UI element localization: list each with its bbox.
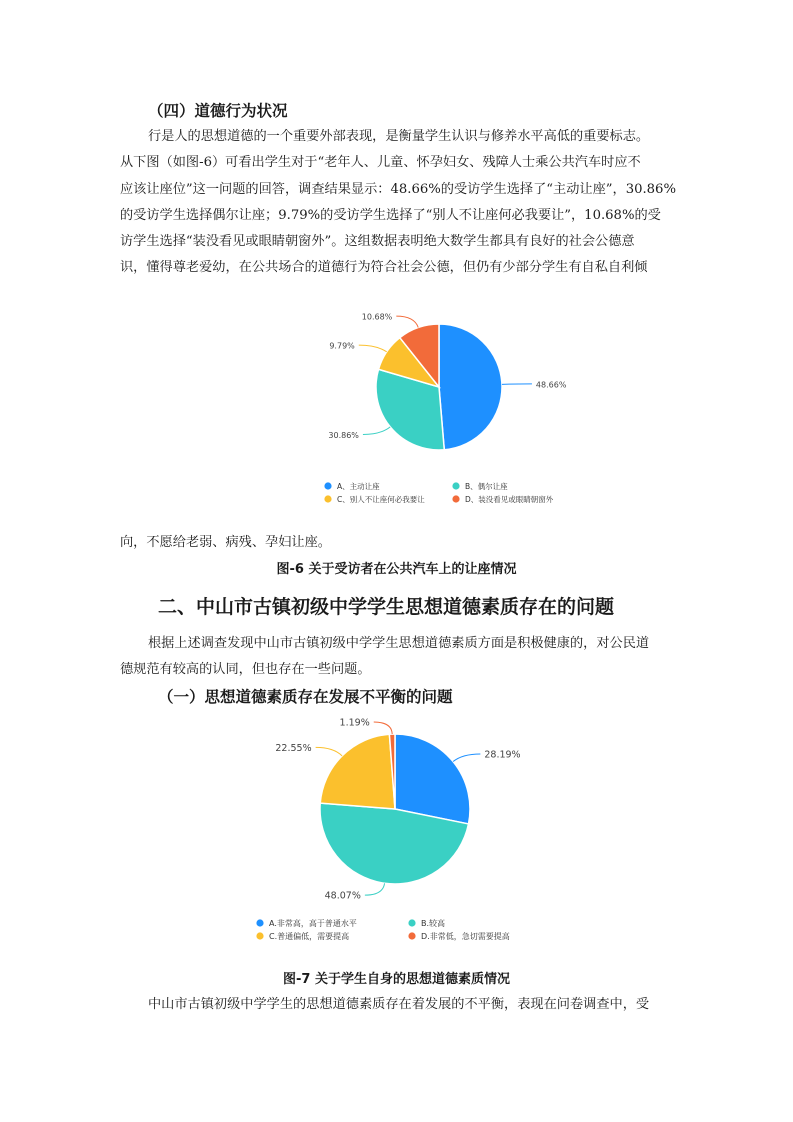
legend-label: D.非常低，急切需要提高: [421, 932, 510, 941]
pie-label-leader: [316, 747, 342, 756]
section-4-title: （四）道德行为状况: [148, 102, 288, 120]
figure-6-pie-chart: [300, 295, 600, 510]
legend-marker: [256, 932, 263, 939]
paragraph-line: 从下图（如图-6）可看出学生对于“老年人、儿童、怀孕妇女、残障人士乘公共汽车时应不: [120, 155, 641, 171]
pie-slice: [395, 734, 470, 824]
pie-data-label: 30.86%: [328, 430, 359, 440]
pie-data-label: 28.19%: [484, 749, 521, 761]
pie-data-label: 9.79%: [329, 341, 355, 351]
paragraph-line: 应该让座位”这一问题的回答，调查结果显示：48.66%的受访学生选择了“主动让座”，30.86%: [120, 181, 676, 197]
paragraph-line: 访学生选择“装没看见或眼睛朝窗外”。这组数据表明绝大数学生都具有良好的社会公德意: [120, 234, 635, 250]
pie-data-label: 10.68%: [361, 312, 393, 322]
pie-data-label: 48.66%: [535, 380, 567, 390]
legend-label: A.非常高，高于普通水平: [269, 919, 357, 928]
legend-marker: [452, 495, 459, 502]
pie-label-leader: [453, 754, 480, 762]
paragraph-line: 向，不愿给老弱、病残、孕妇让座。: [120, 535, 331, 550]
figure-7-pie-chart: [240, 712, 580, 952]
pie-slice: [320, 734, 395, 809]
paragraph-line: 德规范有较高的认同，但也存在一些问题。: [120, 662, 371, 678]
paragraph-1: [120, 124, 680, 282]
pie-label-leader: [365, 883, 385, 895]
figure-7-caption: 图-7 关于学生自身的思想道德素质情况: [283, 972, 510, 987]
subsection-1-title: （一）思想道德素质存在发展不平衡的问题: [158, 688, 453, 706]
legend-label: B.较高: [421, 919, 446, 928]
paragraph-line: 中山市古镇初级中学学生的思想道德素质存在着发展的不平衡，表现在问卷调查中，受: [148, 997, 650, 1012]
paragraph-line: 识，懂得尊老爱幼，在公共场合的道德行为符合社会公德，但仍有少部分学生有自私自利倾: [120, 260, 648, 276]
legend-label: D、装没看见或眼睛朝窗外: [465, 495, 554, 504]
legend-marker: [452, 482, 459, 489]
pie-label-leader: [502, 384, 532, 385]
paragraph-3: [120, 992, 680, 1018]
paragraph-line: 行是人的思想道德的一个重要外部表现，是衡量学生认识与修养水平高低的重要标志。: [148, 129, 650, 144]
pie-label-leader: [396, 316, 418, 327]
legend-marker: [408, 932, 415, 939]
paragraph-1-tail: [120, 530, 680, 556]
pie-data-label: 22.55%: [275, 742, 312, 754]
pie-data-label: 1.19%: [339, 717, 370, 729]
legend-marker: [324, 495, 331, 502]
pie-label-leader: [374, 722, 392, 734]
pie-label-leader: [363, 427, 390, 435]
legend-label: C.普通偏低，需要提高: [269, 932, 350, 941]
pie-label-leader: [359, 345, 387, 352]
paragraph-line: 根据上述调查发现中山市古镇初级中学学生思想道德素质方面是积极健康的，对公民道: [148, 636, 650, 651]
legend-marker: [324, 482, 331, 489]
paragraph-2: [120, 631, 680, 684]
legend-marker: [408, 919, 415, 926]
legend-label: A、主动让座: [337, 482, 380, 491]
legend-label: C、别人不让座何必我要让: [337, 495, 425, 504]
paragraph-line: 的受访学生选择偶尔让座；9.79%的受访学生选择了“别人不让座何必我要让”，10.68%的受: [120, 207, 661, 223]
figure-6-caption: 图-6 关于受访者在公共汽车上的让座情况: [276, 562, 517, 577]
section-2-title: 二、中山市古镇初级中学学生思想道德素质存在的问题: [158, 596, 615, 618]
pie-data-label: 48.07%: [324, 890, 361, 902]
legend-marker: [256, 919, 263, 926]
pie-slice: [439, 324, 502, 450]
legend-label: B、偶尔让座: [465, 482, 508, 491]
